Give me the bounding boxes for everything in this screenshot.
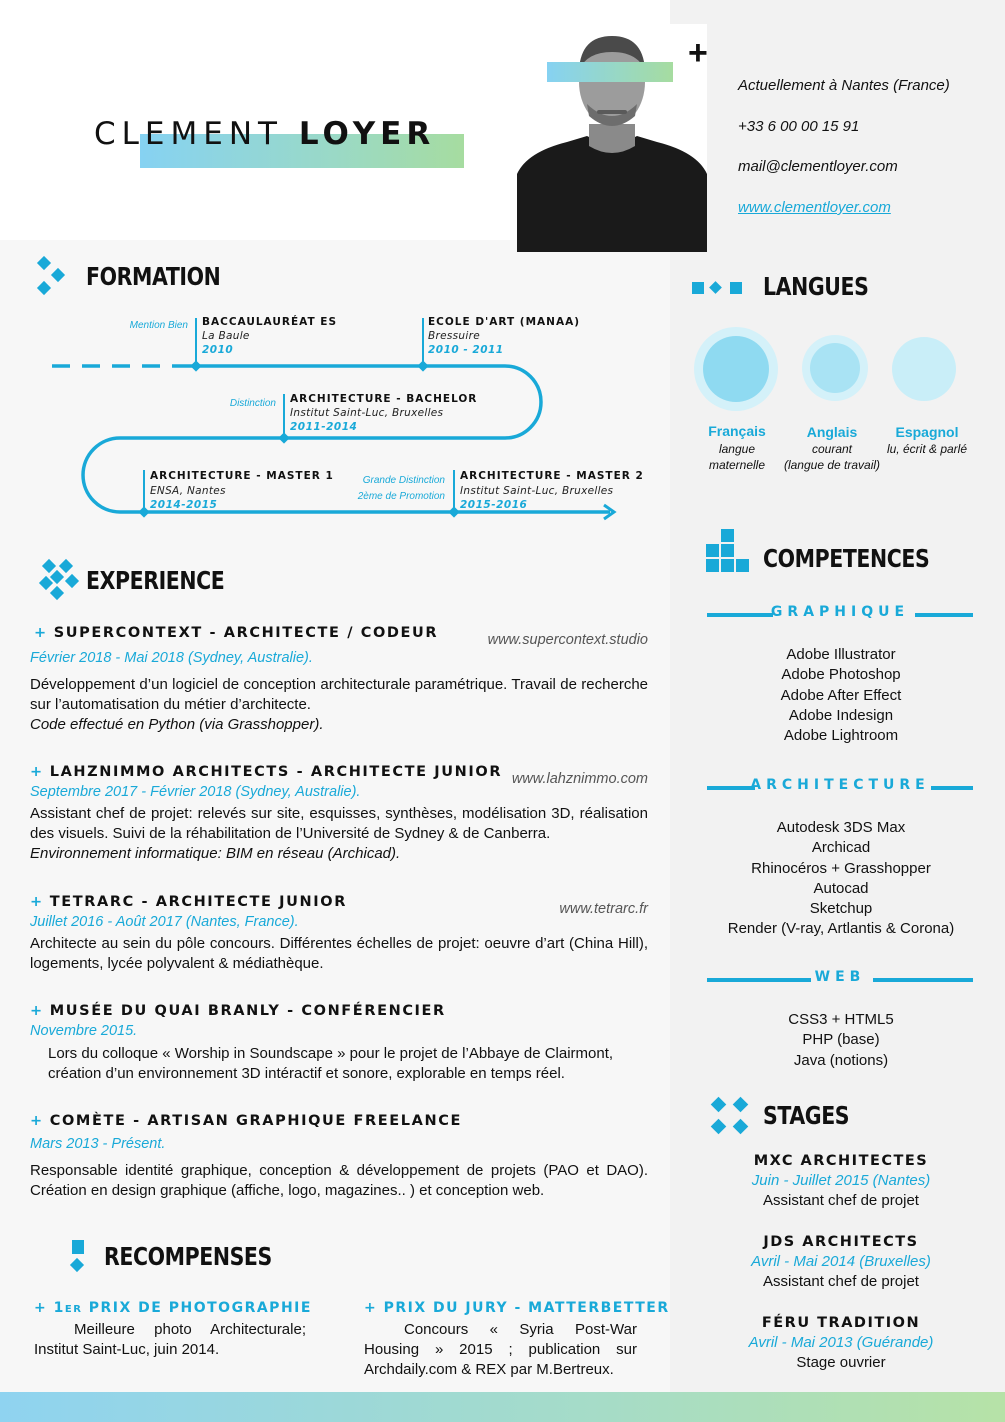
timeline-place: ENSA, Nantes xyxy=(150,485,226,497)
experience-date: Juillet 2016 - Août 2017 (Nantes, France). xyxy=(30,914,299,930)
stage-name: FÉRU TRADITION xyxy=(761,1315,921,1331)
competence-group-label: WEB xyxy=(814,969,866,985)
plus-icon: + xyxy=(30,894,44,910)
experience-diamond-icon xyxy=(38,558,80,602)
competence-item: Autodesk 3DS Max xyxy=(776,819,906,836)
competence-item: Adobe After Effect xyxy=(780,686,902,704)
stage-date: Avril - Mai 2014 (Bruxelles) xyxy=(751,1253,931,1270)
timeline-note: Mention Bien xyxy=(129,320,188,331)
competence-item: Rhinocéros + Grasshopper xyxy=(751,859,931,877)
timeline-years: 2011-2014 xyxy=(290,421,358,433)
competence-list-architecture xyxy=(700,818,982,940)
competence-item: Adobe Indesign xyxy=(788,706,894,724)
photo-eye-bar xyxy=(547,62,673,82)
competence-item: Java (notions) xyxy=(793,1051,889,1069)
contact-website-link[interactable]: www.clementloyer.com xyxy=(738,199,891,216)
contact-phone[interactable]: +33 6 00 00 15 91 xyxy=(738,118,860,135)
formation-diamond-icon xyxy=(36,256,72,298)
award-title xyxy=(34,1300,312,1316)
experience-description: Responsable identité graphique, conception & développement de projets (PAO et DAO). Création en design graphique (affiche, logo, magazines.. ) et conception web. xyxy=(30,1162,648,1199)
experience-item-title-text: MUSÉE DU QUAI BRANLY - CONFÉRENCIER xyxy=(49,1003,446,1019)
plus-icon: + xyxy=(34,625,48,641)
competence-group-header xyxy=(707,969,973,989)
timeline-title: BACCAULAURÉAT ES xyxy=(202,316,338,328)
experience-description xyxy=(30,804,648,864)
plus-icon: + xyxy=(30,1113,44,1129)
competences-icon xyxy=(705,528,751,574)
award-plus: + 1 xyxy=(34,1300,65,1316)
timeline-tick xyxy=(453,470,455,512)
bottom-gradient-bar xyxy=(0,1392,1005,1422)
stages-title: STAGES xyxy=(763,1101,850,1130)
stage-role: Stage ouvrier xyxy=(796,1354,886,1371)
timeline-tick xyxy=(283,394,285,436)
award-description: Meilleure photo Architecturale; Institut Saint-Luc, juin 2014. xyxy=(34,1321,306,1358)
profile-photo xyxy=(517,24,707,252)
competence-item: Autocad xyxy=(813,879,869,897)
language-level: (langue de travail) xyxy=(783,458,881,472)
experience-text: Assistant chef de projet: relevés sur site, esquisses, synthèses, modélisation 3D, réalisation des visuels. Suivi de la réhabilitation de l’Université de Sydney & de Canberra. xyxy=(30,805,648,842)
experience-description: Architecte au sein du pôle concours. Différentes échelles de projet: oeuvre d’art (China Hill), logements, lycée polyvalent & médiathèque. xyxy=(30,935,648,972)
competence-item: Adobe Photoshop xyxy=(781,666,901,684)
language-name: Anglais xyxy=(806,424,858,440)
experience-title: EXPERIENCE xyxy=(86,566,225,595)
portrait-illustration xyxy=(517,24,707,252)
competence-item: Render (V-ray, Artlantis & Corona) xyxy=(727,920,955,938)
experience-item-title xyxy=(34,625,438,641)
experience-item-title xyxy=(30,1113,462,1129)
contact-email[interactable]: mail@clementloyer.com xyxy=(738,158,898,175)
recompenses-icon xyxy=(68,1238,90,1274)
competences-title: COMPETENCES xyxy=(763,544,930,573)
experience-description: Lors du colloque « Worship in Soundscape » pour le projet de l’Abbaye de Clairmont, création d’un environnement 3D intéractif et sonore, explorable en temps réel. xyxy=(48,1045,614,1082)
competence-group-header xyxy=(707,604,973,624)
timeline-years: 2015-2016 xyxy=(460,499,528,511)
stage-item xyxy=(700,1151,982,1211)
award-description: Concours « Syria Post-War Housing » 2015 ; publication sur Archdaily.com & REX par M.Bertreux. xyxy=(364,1321,637,1378)
experience-item-title-text: SUPERCONTEXT - ARCHITECTE / CODEUR xyxy=(53,625,439,641)
langues-icon xyxy=(692,280,746,296)
timeline-note: Distinction xyxy=(229,398,276,409)
plus-icon: + xyxy=(30,1003,44,1019)
timeline-place: Bressuire xyxy=(428,330,480,342)
stage-role: Assistant chef de projet xyxy=(763,1192,919,1209)
timeline-years: 2010 - 2011 xyxy=(428,344,504,356)
competence-group-header xyxy=(707,777,973,797)
language-circle-espagnol xyxy=(892,337,956,401)
stage-name: JDS ARCHITECTS xyxy=(763,1234,919,1250)
language-name: Français xyxy=(708,423,766,439)
timeline-tick xyxy=(143,470,145,512)
experience-website[interactable]: www.supercontext.studio xyxy=(487,632,648,648)
award-title-text: PRIX DE PHOTOGRAPHIE xyxy=(82,1300,312,1316)
timeline-place: Institut Saint-Luc, Bruxelles xyxy=(290,407,444,419)
experience-website[interactable]: www.tetrarc.fr xyxy=(559,901,648,917)
timeline-title: ECOLE D'ART (MANAA) xyxy=(428,316,581,328)
award-plus: + xyxy=(364,1300,378,1316)
timeline-note: Grande Distinction xyxy=(362,475,445,486)
contact-location: Actuellement à Nantes (France) xyxy=(738,77,950,94)
language-level: maternelle xyxy=(708,458,766,472)
competence-item: PHP (base) xyxy=(802,1031,880,1049)
experience-note: Environnement informatique: BIM en réseau (Archicad). xyxy=(30,845,401,862)
competence-item: CSS3 + HTML5 xyxy=(788,1011,894,1028)
timeline-title: ARCHITECTURE - BACHELOR xyxy=(290,393,478,405)
stage-role: Assistant chef de projet xyxy=(763,1273,919,1290)
experience-item-title-text: COMÈTE - ARTISAN GRAPHIQUE FREELANCE xyxy=(49,1113,462,1129)
experience-item-title-text: LAHZNIMMO ARCHITECTS - ARCHITECTE JUNIOR xyxy=(49,764,503,780)
competence-group-label: GRAPHIQUE xyxy=(770,604,910,620)
experience-date: Novembre 2015. xyxy=(30,1023,138,1039)
experience-item-title xyxy=(30,894,347,910)
stage-item xyxy=(700,1313,982,1373)
plus-icon: + xyxy=(688,34,708,72)
experience-date: Septembre 2017 - Février 2018 (Sydney, Australie). xyxy=(30,784,361,800)
timeline-place: La Baule xyxy=(202,330,250,342)
timeline-years: 2014-2015 xyxy=(150,499,218,511)
language-level: langue xyxy=(718,442,756,456)
experience-item-title-text: TETRARC - ARCHITECTE JUNIOR xyxy=(49,894,347,910)
experience-note: Code effectué en Python (via Grasshopper). xyxy=(30,716,324,733)
timeline-place: Institut Saint-Luc, Bruxelles xyxy=(460,485,614,497)
stage-date: Juin - Juillet 2015 (Nantes) xyxy=(751,1172,931,1189)
award-title-text: PRIX DU JURY - MATTERBETTER xyxy=(377,1300,670,1316)
timeline-tick xyxy=(422,318,424,362)
competence-item: Archicad xyxy=(811,839,871,857)
plus-icon: + xyxy=(30,764,44,780)
recompenses-title: RECOMPENSES xyxy=(104,1242,272,1271)
formation-title: FORMATION xyxy=(86,262,221,291)
last-name: LOYER xyxy=(298,116,436,152)
competence-group-label: ARCHITECTURE xyxy=(750,777,930,793)
competence-list-graphique xyxy=(700,645,982,746)
competence-item: Adobe Lightroom xyxy=(783,727,899,745)
language-circle-anglais xyxy=(810,343,860,393)
formation-timeline xyxy=(0,300,640,540)
timeline-years: 2010 xyxy=(202,344,234,356)
experience-text: Développement d’un logiciel de conception architecturale paramétrique. Travail de recherche sur l’automatisation du métier d’architecte. xyxy=(30,676,648,713)
experience-date: Février 2018 - Mai 2018 (Sydney, Australie). xyxy=(30,650,313,666)
competence-item: Sketchup xyxy=(809,900,873,918)
timeline-title: ARCHITECTURE - MASTER 2 xyxy=(460,470,644,482)
full-name xyxy=(94,116,435,152)
language-level: courant xyxy=(811,442,853,456)
experience-website[interactable]: www.lahznimmo.com xyxy=(511,771,648,787)
timeline-note-secondary: 2ème de Promotion xyxy=(357,491,445,502)
experience-description xyxy=(30,675,648,735)
competence-item: Adobe Illustrator xyxy=(786,646,896,663)
competence-list-web xyxy=(700,1010,982,1071)
language-level: lu, écrit & parlé xyxy=(886,442,968,456)
stages-diamond-icon xyxy=(708,1096,754,1138)
award-title xyxy=(364,1300,670,1316)
stage-item xyxy=(700,1232,982,1292)
language-circle-francais xyxy=(703,336,769,402)
stage-date: Avril - Mai 2013 (Guérande) xyxy=(748,1334,934,1351)
first-name: CLEMENT xyxy=(94,116,283,152)
language-name: Espagnol xyxy=(895,424,959,440)
award-superscript: ER xyxy=(64,1304,83,1315)
timeline-title: ARCHITECTURE - MASTER 1 xyxy=(150,470,334,482)
timeline-tick xyxy=(195,318,197,362)
experience-date: Mars 2013 - Présent. xyxy=(30,1136,166,1152)
experience-item-title xyxy=(30,1003,446,1019)
stage-name: MXC ARCHITECTES xyxy=(753,1153,929,1169)
langues-title: LANGUES xyxy=(763,272,869,301)
